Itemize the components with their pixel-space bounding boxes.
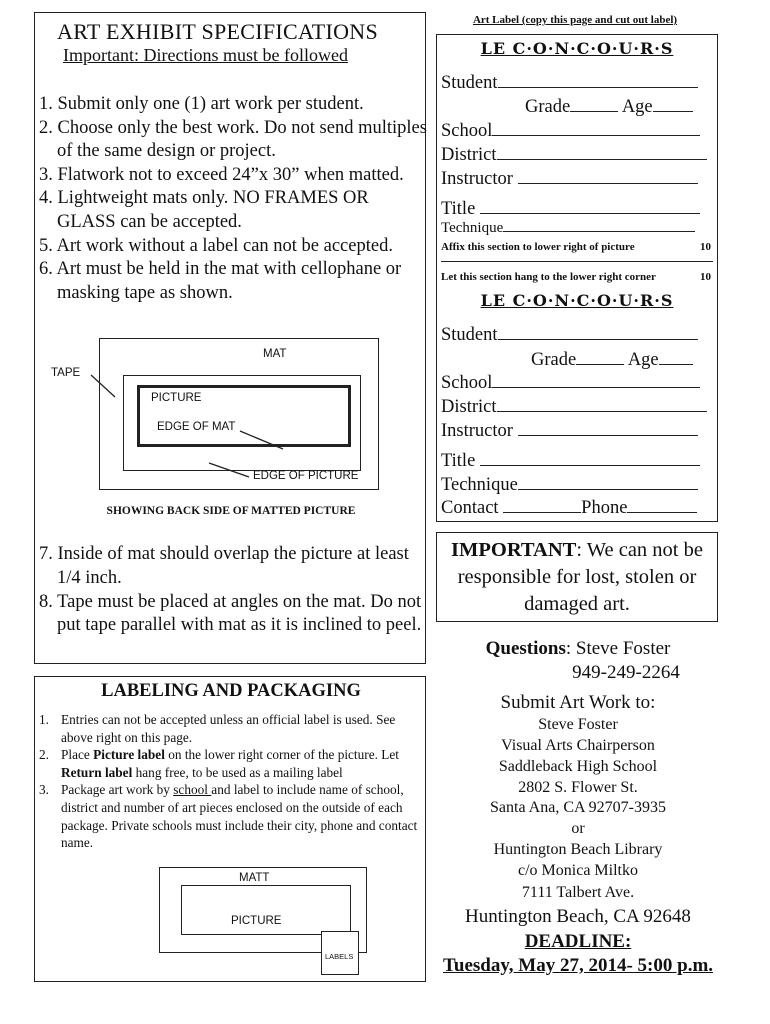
labeling-item: 1. Entries can not be accepted unless an official label is used. See above right on this page.	[39, 712, 396, 745]
questions-phone: 949-249-2264	[572, 662, 680, 683]
address-line: Visual Arts Chairperson	[501, 737, 655, 754]
concours-logo-return: LE C·O·N·C·O·U·R·S	[480, 291, 674, 310]
picture-label: PICTURE	[151, 392, 202, 404]
exhibit-specifications-box	[34, 12, 426, 664]
deadline-label: DEADLINE:	[524, 931, 632, 952]
spec-item: 7. Inside of mat should overlap the picture at least 1/4 inch.	[39, 544, 409, 588]
spec-title: ART EXHIBIT SPECIFICATIONS	[57, 19, 379, 44]
art-label-card	[436, 34, 718, 522]
important-notice-box	[436, 532, 718, 622]
spec-item: 3. Flatwork not to exceed 24”x 30” when matted.	[39, 164, 404, 185]
return-student-field: Student	[441, 323, 698, 346]
mat-label: MAT	[263, 348, 287, 360]
return-contact-phone-field: Contact Phone	[441, 496, 697, 519]
hang-note: Let this section hang to the lower right corner 10	[441, 271, 711, 283]
address-line: Steve Foster	[538, 716, 618, 733]
labeling-item: 2. Place Picture label on the lower right corner of the picture. Let Return label hang free, to be used as a mailing label	[39, 747, 399, 780]
matt-label: MATT	[239, 872, 270, 884]
spec-item: 5. Art work without a label can not be accepted.	[39, 235, 393, 256]
return-instructor-field: Instructor	[441, 419, 698, 442]
concours-logo: LE C·O·N·C·O·U·R·S	[480, 39, 674, 58]
art-label-header: Art Label (copy this page and cut out label)	[472, 14, 678, 26]
spec-list-continued	[39, 543, 427, 638]
spec-item: 8. Tape must be placed at angles on the mat. Do not put tape parallel with mat as it is inclined to peel.	[39, 591, 422, 636]
address-line: c/o Monica Miltko	[518, 862, 638, 879]
picture-title-field: Title	[441, 197, 700, 220]
packaging-picture-label: PICTURE	[231, 915, 282, 927]
address-city: Huntington Beach, CA 92648	[465, 906, 691, 927]
spec-item: 1. Submit only one (1) art work per student.	[39, 94, 364, 114]
return-district-field: District	[441, 395, 707, 418]
cut-line	[441, 261, 713, 262]
spec-item: 6. Art must be held in the mat with cellophane or masking tape as shown.	[39, 259, 402, 303]
picture-school-field: School	[441, 119, 700, 142]
important-notice: IMPORTANT: We can not be responsible for lost, stolen or damaged art.	[451, 539, 703, 615]
picture-technique-field: Technique	[441, 219, 695, 237]
return-title-field: Title	[441, 449, 700, 472]
spec-item: 2. Choose only the best work. Do not send multiples of the same design or project.	[39, 117, 427, 162]
labeling-packaging-box	[34, 676, 426, 982]
edge-of-picture-label: EDGE OF PICTURE	[253, 470, 359, 482]
address-line: Saddleback High School	[498, 758, 658, 775]
address-line: 2802 S. Flower St.	[518, 779, 638, 796]
return-grade-age-field: Grade Age	[531, 348, 693, 371]
deadline-date: Tuesday, May 27, 2014- 5:00 p.m.	[442, 955, 714, 976]
spec-subtitle: Important: Directions must be followed	[63, 45, 348, 65]
or-separator: or	[571, 820, 585, 837]
address-line: Huntington Beach Library	[493, 841, 663, 858]
diagram-caption: SHOWING BACK SIDE OF MATTED PICTURE	[106, 505, 356, 517]
return-technique-field: Technique	[441, 473, 698, 496]
labels-text: LABELS	[325, 952, 354, 961]
edge-of-mat-label: EDGE OF MAT	[157, 421, 236, 433]
picture-district-field: District	[441, 143, 707, 166]
affix-note: Affix this section to lower right of picture 10	[441, 241, 711, 253]
tape-label: TAPE	[51, 367, 81, 379]
picture-instructor-field: Instructor	[441, 167, 698, 190]
spec-item: 4. Lightweight mats only. NO FRAMES OR GLASS can be accepted.	[39, 188, 369, 232]
return-school-field: School	[441, 371, 700, 394]
questions-line: Questions: Steve Foster	[485, 638, 671, 659]
submit-heading: Submit Art Work to:	[500, 692, 656, 713]
packaging-picture-outline	[181, 885, 351, 935]
labeling-item: 3. Package art work by school and label to include name of school, district and number of art pieces enclosed on the outside of each package. Private schools must include their city, phone and contact name.	[39, 782, 418, 851]
address-line: 7111 Talbert Ave.	[521, 884, 635, 901]
address-line: Santa Ana, CA 92707-3935	[490, 799, 666, 816]
labeling-list	[39, 711, 423, 852]
picture-student-field: Student	[441, 71, 698, 94]
diagram-pointer-lines	[35, 13, 425, 513]
labeling-title: LABELING AND PACKAGING	[101, 681, 361, 701]
picture-grade-age-field: Grade Age	[525, 95, 693, 118]
